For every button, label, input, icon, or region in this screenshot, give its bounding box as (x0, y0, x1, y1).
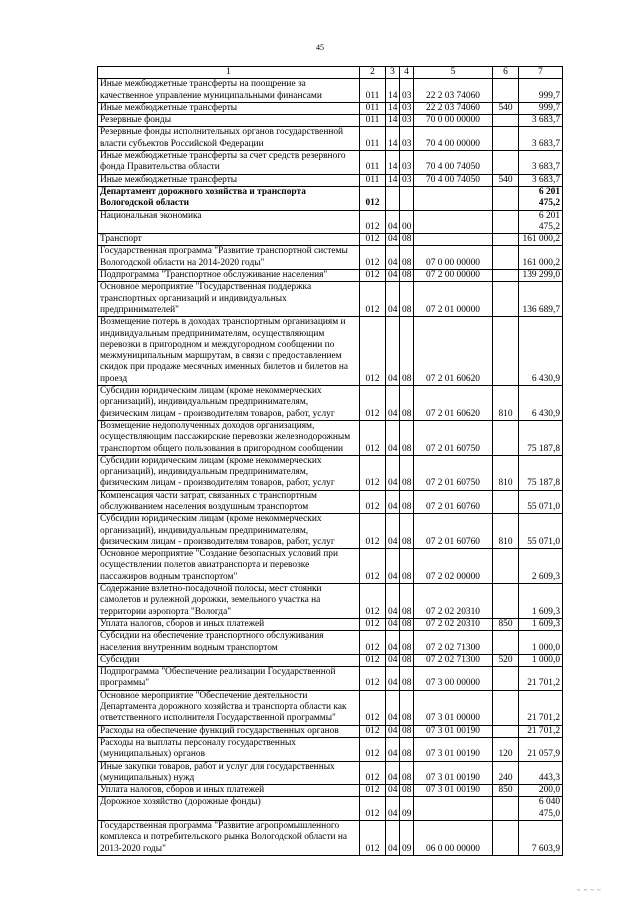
row-section: 04 (386, 210, 400, 234)
row-target-article: 07 2 01 60620 (414, 386, 493, 421)
row-section: 04 (386, 725, 400, 737)
row-admin-code: 012 (360, 420, 386, 455)
row-subsection: 03 (400, 115, 414, 127)
row-expense-type: 120 (493, 737, 519, 761)
table-row (98, 549, 563, 584)
row-amount: 3 683,7 (519, 151, 563, 175)
row-expense-type (493, 246, 519, 270)
row-target-article: 07 3 01 00190 (414, 737, 493, 761)
table-row (98, 821, 563, 856)
row-section: 04 (386, 667, 400, 691)
row-admin-code: 011 (360, 174, 386, 186)
row-admin-code: 012 (360, 210, 386, 234)
row-target-article: 07 3 01 00000 (414, 690, 493, 725)
row-target-article (414, 797, 493, 821)
table-row (98, 690, 563, 725)
row-admin-code: 011 (360, 79, 386, 103)
row-expense-type (493, 667, 519, 691)
row-section: 04 (386, 654, 400, 666)
table-row (98, 282, 563, 317)
header-cell: 3 (386, 67, 400, 79)
row-admin-code: 012 (360, 618, 386, 630)
row-expense-type: 850 (493, 618, 519, 630)
row-section: 04 (386, 631, 400, 655)
row-subsection: 08 (400, 386, 414, 421)
row-expense-type: 540 (493, 174, 519, 186)
row-target-article (414, 234, 493, 246)
table-row (98, 654, 563, 666)
row-target-article: 70 4 00 74050 (414, 174, 493, 186)
table-row (98, 246, 563, 270)
row-target-article: 07 2 01 60620 (414, 317, 493, 386)
row-expense-type (493, 549, 519, 584)
row-admin-code: 012 (360, 785, 386, 797)
row-amount: 139 299,0 (519, 270, 563, 282)
row-name: Содержание взлетно-посадочной полосы, мест стоянки самолетов и рулежной дорожки, земельного участка на территории аэропорта "Вологда" (98, 584, 360, 619)
row-expense-type: 240 (493, 761, 519, 785)
row-subsection: 08 (400, 618, 414, 630)
row-amount: 7 603,9 (519, 821, 563, 856)
row-section: 14 (386, 115, 400, 127)
header-cell: 7 (519, 67, 563, 79)
row-amount: 6 201 475,2 (519, 186, 563, 210)
row-admin-code: 012 (360, 737, 386, 761)
row-subsection: 08 (400, 761, 414, 785)
row-amount: 2 609,3 (519, 549, 563, 584)
table-row (98, 210, 563, 234)
row-section: 04 (386, 797, 400, 821)
row-target-article: 07 2 02 71300 (414, 654, 493, 666)
row-section (386, 186, 400, 210)
row-expense-type (493, 186, 519, 210)
header-cell: 6 (493, 67, 519, 79)
row-name: Государственная программа "Развитие транспортной системы Вологодской области на 2014-2020 годы" (98, 246, 360, 270)
row-name: Подпрограмма "Обеспечение реализации Государственной программы" (98, 667, 360, 691)
row-admin-code: 012 (360, 282, 386, 317)
row-expense-type (493, 210, 519, 234)
row-subsection: 03 (400, 79, 414, 103)
row-subsection: 08 (400, 690, 414, 725)
row-section: 04 (386, 584, 400, 619)
row-name: Иные закупки товаров, работ и услуг для государственных (муниципальных) нужд (98, 761, 360, 785)
row-target-article: 07 2 02 20310 (414, 618, 493, 630)
row-section: 04 (386, 618, 400, 630)
row-name: Иные межбюджетные трансферты на поощрение за качественное управление муниципальными финансами (98, 79, 360, 103)
row-amount: 21 701,2 (519, 725, 563, 737)
table-row (98, 490, 563, 514)
row-expense-type (493, 79, 519, 103)
row-amount: 3 683,7 (519, 174, 563, 186)
row-name: Подпрограмма "Транспортное обслуживание населения" (98, 270, 360, 282)
row-expense-type (493, 127, 519, 151)
table-row (98, 174, 563, 186)
row-name: Возмещение недополученных доходов организациям, осуществляющим пассажирские перевозки железнодорожным транспортом общего пользования в пригородном сообщении (98, 420, 360, 455)
row-subsection: 08 (400, 584, 414, 619)
table-body (98, 79, 563, 856)
table-row (98, 317, 563, 386)
row-target-article (414, 186, 493, 210)
row-subsection: 08 (400, 317, 414, 386)
row-expense-type (493, 282, 519, 317)
row-name: Дорожное хозяйство (дорожные фонды) (98, 797, 360, 821)
row-admin-code: 012 (360, 234, 386, 246)
row-section: 14 (386, 151, 400, 175)
row-name: Субсидии на обеспечение транспортного обслуживания населения внутренним водным транспортом (98, 631, 360, 655)
row-subsection: 08 (400, 282, 414, 317)
row-admin-code: 012 (360, 584, 386, 619)
row-subsection (400, 186, 414, 210)
row-section: 04 (386, 270, 400, 282)
row-subsection: 08 (400, 270, 414, 282)
row-section: 04 (386, 761, 400, 785)
row-amount: 3 683,7 (519, 127, 563, 151)
row-subsection: 08 (400, 420, 414, 455)
table-row (98, 386, 563, 421)
row-subsection: 08 (400, 514, 414, 549)
row-target-article: 07 2 02 20310 (414, 584, 493, 619)
row-target-article (414, 210, 493, 234)
row-name: Иные межбюджетные трансферты (98, 174, 360, 186)
row-admin-code: 012 (360, 490, 386, 514)
row-amount: 55 071,0 (519, 514, 563, 549)
row-expense-type (493, 115, 519, 127)
table-row (98, 79, 563, 103)
row-admin-code: 012 (360, 725, 386, 737)
row-amount: 443,3 (519, 761, 563, 785)
row-section: 14 (386, 127, 400, 151)
row-name: Основное мероприятие "Создание безопасных условий при осуществлении полетов авиатранспорта и перевозке пассажиров водным транспортом" (98, 549, 360, 584)
row-name: Иные межбюджетные трансферты (98, 102, 360, 114)
row-subsection: 08 (400, 667, 414, 691)
table-row (98, 797, 563, 821)
row-target-article: 70 4 00 00000 (414, 127, 493, 151)
header-cell: 1 (98, 67, 360, 79)
table-row (98, 115, 563, 127)
row-admin-code: 012 (360, 761, 386, 785)
row-expense-type (493, 725, 519, 737)
row-admin-code: 012 (360, 667, 386, 691)
row-admin-code: 011 (360, 102, 386, 114)
row-name: Резервные фонды (98, 115, 360, 127)
row-name: Иные межбюджетные трансферты за счет средств резервного фонда Правительства области (98, 151, 360, 175)
row-amount: 6 040 475,0 (519, 797, 563, 821)
row-expense-type (493, 821, 519, 856)
row-expense-type (493, 151, 519, 175)
row-amount: 161 000,2 (519, 246, 563, 270)
row-name: Транспорт (98, 234, 360, 246)
row-subsection: 08 (400, 725, 414, 737)
row-subsection: 09 (400, 821, 414, 856)
row-amount: 75 187,8 (519, 420, 563, 455)
row-section: 04 (386, 234, 400, 246)
row-expense-type: 520 (493, 654, 519, 666)
row-expense-type (493, 797, 519, 821)
row-amount: 6 430,9 (519, 386, 563, 421)
row-target-article: 70 0 00 00000 (414, 115, 493, 127)
row-amount: 161 000,2 (519, 234, 563, 246)
row-subsection: 08 (400, 737, 414, 761)
row-admin-code: 012 (360, 186, 386, 210)
header-row (98, 67, 563, 79)
row-target-article: 70 4 00 74050 (414, 151, 493, 175)
table-row (98, 761, 563, 785)
row-amount: 3 683,7 (519, 115, 563, 127)
row-expense-type (493, 234, 519, 246)
row-expense-type (493, 420, 519, 455)
table-row (98, 420, 563, 455)
row-expense-type (493, 631, 519, 655)
row-amount: 21 057,9 (519, 737, 563, 761)
table-row (98, 127, 563, 151)
row-amount: 55 071,0 (519, 490, 563, 514)
row-section: 04 (386, 785, 400, 797)
row-section: 04 (386, 246, 400, 270)
row-subsection: 08 (400, 631, 414, 655)
row-target-article: 22 2 03 74060 (414, 79, 493, 103)
table-row (98, 584, 563, 619)
row-target-article: 07 2 01 60760 (414, 490, 493, 514)
row-admin-code: 012 (360, 549, 386, 584)
table-row (98, 151, 563, 175)
row-target-article: 07 0 00 00000 (414, 246, 493, 270)
row-target-article: 07 2 02 71300 (414, 631, 493, 655)
header-cell: 2 (360, 67, 386, 79)
row-amount: 1 609,3 (519, 618, 563, 630)
row-subsection: 09 (400, 797, 414, 821)
row-expense-type: 810 (493, 455, 519, 490)
row-amount: 6 430,9 (519, 317, 563, 386)
row-name: Субсидии юридическим лицам (кроме некоммерческих организаций), индивидуальным предпринимателям, физическим лицам - производителям товаров, работ, услуг (98, 386, 360, 421)
row-subsection: 08 (400, 549, 414, 584)
row-admin-code: 012 (360, 654, 386, 666)
row-name: Уплата налогов, сборов и иных платежей (98, 785, 360, 797)
row-name: Субсидии (98, 654, 360, 666)
row-admin-code: 012 (360, 797, 386, 821)
row-subsection: 03 (400, 151, 414, 175)
row-admin-code: 011 (360, 151, 386, 175)
row-subsection: 08 (400, 785, 414, 797)
row-subsection: 00 (400, 210, 414, 234)
row-subsection: 03 (400, 102, 414, 114)
row-name: Расходы на выплаты персоналу государственных (муниципальных) органов (98, 737, 360, 761)
row-target-article: 22 2 03 74060 (414, 102, 493, 114)
header-cell: 5 (414, 67, 493, 79)
budget-table (97, 66, 563, 856)
row-amount: 200,0 (519, 785, 563, 797)
row-expense-type: 810 (493, 386, 519, 421)
row-expense-type: 540 (493, 102, 519, 114)
table-row (98, 234, 563, 246)
row-subsection: 03 (400, 174, 414, 186)
row-name: Субсидии юридическим лицам (кроме некоммерческих организаций), индивидуальным предпринимателям, физическим лицам - производителям товаров, работ, услуг (98, 514, 360, 549)
row-amount: 21 701,2 (519, 690, 563, 725)
row-amount: 1 000,0 (519, 654, 563, 666)
row-target-article: 07 3 01 00190 (414, 785, 493, 797)
row-section: 04 (386, 549, 400, 584)
row-admin-code: 012 (360, 317, 386, 386)
row-target-article: 07 2 00 00000 (414, 270, 493, 282)
row-expense-type (493, 270, 519, 282)
row-subsection: 08 (400, 654, 414, 666)
row-name: Уплата налогов, сборов и иных платежей (98, 618, 360, 630)
row-name: Основное мероприятие "Обеспечение деятельности Департамента дорожного хозяйства и транспорта области как ответственного исполнителя Государственной программы" (98, 690, 360, 725)
header-cell: 4 (400, 67, 414, 79)
row-name: Субсидии юридическим лицам (кроме некоммерческих организаций), индивидуальным предпринимателям, физическим лицам - производителям товаров, работ, услуг (98, 455, 360, 490)
row-amount: 75 187,8 (519, 455, 563, 490)
row-target-article: 07 2 01 60750 (414, 455, 493, 490)
row-section: 04 (386, 455, 400, 490)
row-section: 04 (386, 420, 400, 455)
row-name: Основное мероприятие "Государственная поддержка транспортных организаций и индивидуальных предпринимателей" (98, 282, 360, 317)
table-row (98, 270, 563, 282)
row-subsection: 08 (400, 490, 414, 514)
row-amount: 1 609,3 (519, 584, 563, 619)
row-admin-code: 011 (360, 115, 386, 127)
row-section: 04 (386, 317, 400, 386)
row-subsection: 03 (400, 127, 414, 151)
page-number: 45 (316, 43, 324, 52)
row-amount: 1 000,0 (519, 631, 563, 655)
row-expense-type (493, 584, 519, 619)
row-admin-code: 012 (360, 514, 386, 549)
row-name: Департамент дорожного хозяйства и транспорта Вологодской области (98, 186, 360, 210)
row-name: Государственная программа "Развитие агропромышленного комплекса и потребительского рынка Вологодской области на 2013-2020 годы" (98, 821, 360, 856)
row-name: Резервные фонды исполнительных органов государственной власти субъектов Российской Федерации (98, 127, 360, 151)
row-section: 04 (386, 490, 400, 514)
row-admin-code: 012 (360, 690, 386, 725)
row-admin-code: 012 (360, 246, 386, 270)
row-admin-code: 012 (360, 455, 386, 490)
row-admin-code: 011 (360, 127, 386, 151)
table-row (98, 186, 563, 210)
row-amount: 6 201 475,2 (519, 210, 563, 234)
row-expense-type: 850 (493, 785, 519, 797)
row-section: 04 (386, 282, 400, 317)
row-target-article: 07 2 02 00000 (414, 549, 493, 584)
row-section: 14 (386, 102, 400, 114)
table-row (98, 102, 563, 114)
row-section: 04 (386, 737, 400, 761)
row-section: 04 (386, 386, 400, 421)
table-row (98, 631, 563, 655)
row-subsection: 08 (400, 234, 414, 246)
row-admin-code: 012 (360, 821, 386, 856)
row-target-article: 07 2 01 00000 (414, 282, 493, 317)
row-section: 14 (386, 79, 400, 103)
row-amount: 999,7 (519, 79, 563, 103)
row-expense-type: 810 (493, 514, 519, 549)
row-target-article: 07 3 01 00190 (414, 725, 493, 737)
row-target-article: 07 2 01 60760 (414, 514, 493, 549)
row-amount: 136 689,7 (519, 282, 563, 317)
row-amount: 999,7 (519, 102, 563, 114)
row-expense-type (493, 690, 519, 725)
row-target-article: 06 0 00 00000 (414, 821, 493, 856)
row-name: Компенсация части затрат, связанных с транспортным обслуживанием населения воздушным транспортом (98, 490, 360, 514)
row-subsection: 08 (400, 246, 414, 270)
row-subsection: 08 (400, 455, 414, 490)
row-section: 04 (386, 690, 400, 725)
table-row (98, 618, 563, 630)
table-row (98, 514, 563, 549)
row-amount: 21 701,2 (519, 667, 563, 691)
table-row (98, 667, 563, 691)
row-admin-code: 012 (360, 270, 386, 282)
row-admin-code: 012 (360, 631, 386, 655)
scan-mark: ~ ~ ~ ~ (577, 888, 602, 894)
row-section: 14 (386, 174, 400, 186)
table-row (98, 737, 563, 761)
row-target-article: 07 3 01 00190 (414, 761, 493, 785)
row-expense-type (493, 490, 519, 514)
row-admin-code: 012 (360, 386, 386, 421)
row-target-article: 07 2 01 60750 (414, 420, 493, 455)
table-row (98, 725, 563, 737)
row-expense-type (493, 317, 519, 386)
table-row (98, 785, 563, 797)
row-name: Расходы на обеспечение функций государственных органов (98, 725, 360, 737)
row-section: 04 (386, 821, 400, 856)
table-row (98, 455, 563, 490)
row-name: Национальная экономика (98, 210, 360, 234)
row-name: Возмещение потерь в доходах транспортным организациям и индивидуальным предпринимателям, осуществляющим перевозки в пригородном и междугородном сообщении по межмуниципальным маршрутам, в связи с предоставлением скидок при продаже месячных именных билетов и билетов на проезд (98, 317, 360, 386)
row-section: 04 (386, 514, 400, 549)
row-target-article: 07 3 00 00000 (414, 667, 493, 691)
